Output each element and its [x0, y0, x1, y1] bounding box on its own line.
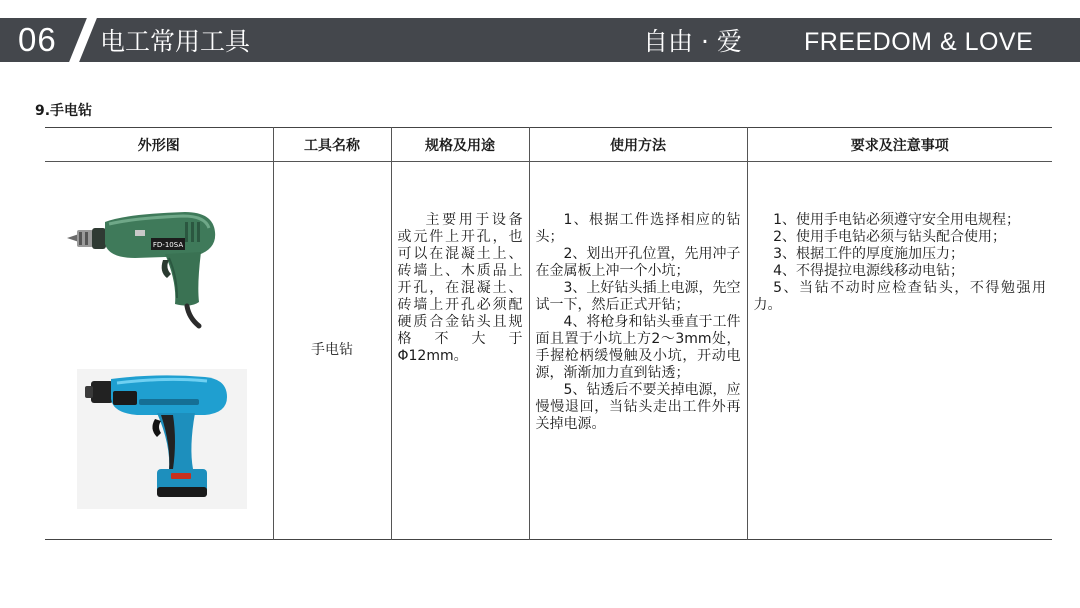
- tool-name-cell: 手电钻: [273, 162, 391, 540]
- usage-step: 4、将枪身和钻头垂直于工件面且置于小坑上方2～3mm处，手握枪柄缓慢触及小坑，开动电源，渐渐加力直到钻透；: [535, 314, 741, 381]
- section-number: 06: [18, 21, 57, 58]
- requirement-item: 2、使用手电钻必须与钻头配合使用；: [773, 229, 1006, 245]
- appearance-cell: [45, 162, 273, 540]
- usage-step: 5、钻透后不要关掉电源，应慢慢退回，当钻头走出工件外再关掉电源。: [535, 382, 741, 432]
- spec-text: 主要用于设备或元件上开孔，也可以在混凝土上、砖墙上、木质品上开孔，在混凝土、砖墙上开孔必须配硬质合金钻头且规格不大于Φ12mm。: [397, 212, 523, 364]
- item-heading: 9.手电钻: [35, 103, 93, 119]
- header-bar: [0, 18, 1080, 62]
- tool-table: [45, 127, 1052, 540]
- usage-step: 2、划出开孔位置，先用冲子在金属板上冲一个小坑；: [535, 246, 741, 279]
- corded-drill-image: [65, 194, 227, 334]
- motto-english: FREEDOM & LOVE: [804, 28, 1034, 56]
- section-title: 电工常用工具: [100, 27, 251, 56]
- requirement-item: 4、不得提拉电源线移动电钻；: [773, 263, 965, 279]
- cordless-drill-image: [77, 369, 247, 509]
- drill-model-label: FD-10SA: [152, 241, 184, 249]
- usage-step: 3、上好钻头插上电源，先空试一下，然后正式开钻；: [535, 280, 741, 313]
- usage-cell: [529, 162, 747, 540]
- requirement-item: 3、根据工件的厚度施加压力；: [773, 246, 965, 262]
- spec-cell: [391, 162, 529, 540]
- col-header-tool-name: 工具名称: [273, 128, 391, 162]
- requirements-cell: [747, 162, 1052, 540]
- motto: 自由 · 爱: [643, 27, 742, 56]
- col-header-requirements: 要求及注意事项: [747, 128, 1052, 162]
- table-header-row: [45, 128, 1052, 162]
- requirement-item: 1、使用手电钻必须遵守安全用电规程；: [773, 212, 1020, 228]
- slash-divider: [67, 14, 98, 66]
- col-header-usage: 使用方法: [529, 128, 747, 162]
- requirement-item: 5、当钻不动时应检查钻头，不得勉强用力。: [753, 280, 1046, 313]
- col-header-spec: 规格及用途: [391, 128, 529, 162]
- col-header-appearance: 外形图: [45, 128, 273, 162]
- usage-step: 1、根据工件选择相应的钻头；: [535, 212, 741, 245]
- table-row: [45, 162, 1052, 540]
